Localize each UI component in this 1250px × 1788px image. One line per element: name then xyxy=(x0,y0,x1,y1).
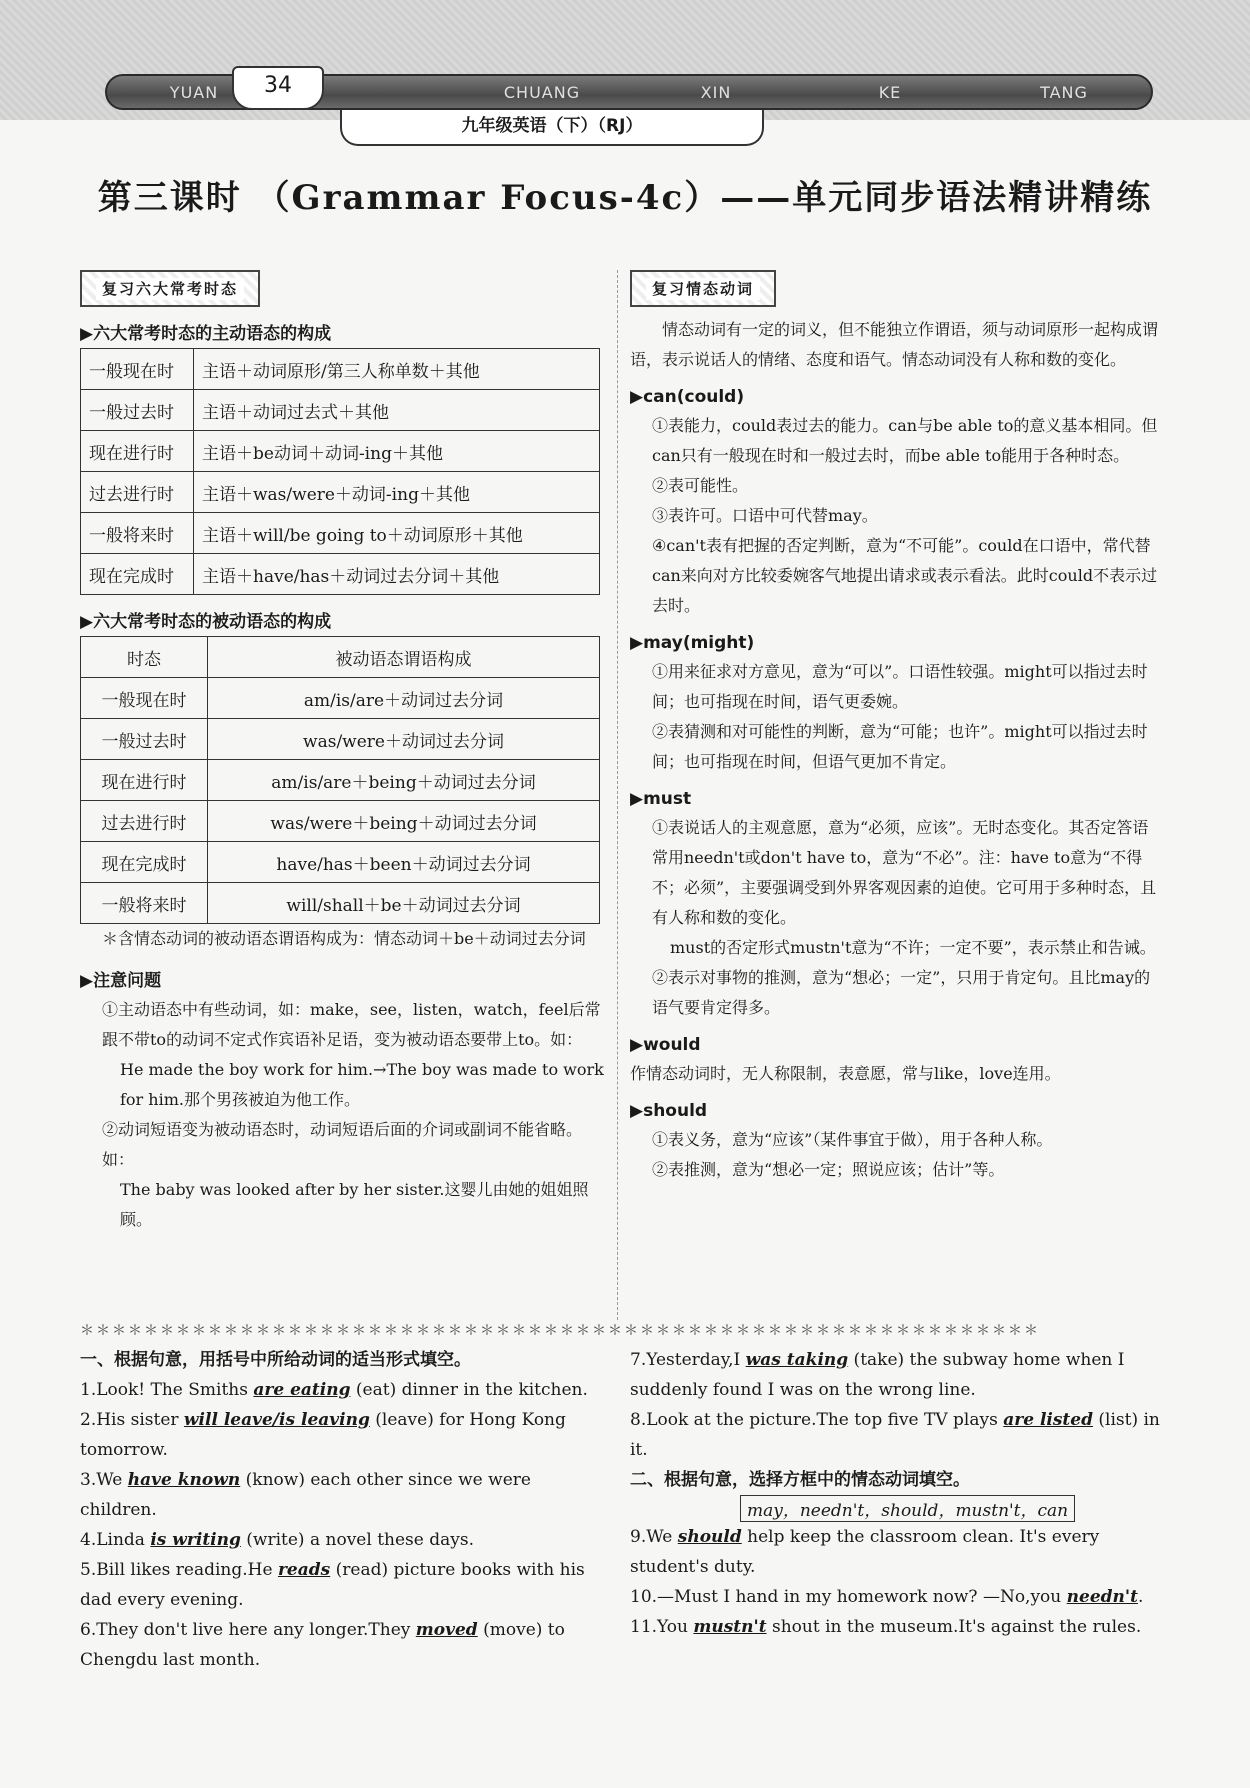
attention-item: ②动词短语变为被动语态时，动词短语后面的介词或副词不能省略。如： xyxy=(102,1120,583,1169)
question: 9.We should help keep the classroom clean. It's every student's duty. xyxy=(630,1527,1100,1577)
table-row: 一般现在时 主语＋动词原形/第三人称单数＋其他 xyxy=(81,349,600,390)
attention-item: ①主动语态中有些动词，如：make，see，listen，watch，feel后常跟不带to的动词不定式作宾语补足语，变为被动语态要带上to。如： xyxy=(102,1000,601,1049)
should-item: ①表义务，意为“应该”（某件事宜于做），用于各种人称。 xyxy=(652,1130,1053,1149)
would-item: 作情态动词时，无人称限制，表意愿，常与like，love连用。 xyxy=(630,1064,1061,1083)
page-title: 第三课时 （Grammar Focus-4c）——单元同步语法精讲精练 xyxy=(97,178,1153,218)
active-voice-table xyxy=(80,348,600,595)
question: 2.His sister will leave/is leaving (leave) for Hong Kong tomorrow. xyxy=(80,1410,566,1460)
can-head: ▶can(could) xyxy=(630,387,745,407)
may-item: ②表猜测和对可能性的判断，意为“可能；也许”。might可以指过去时间；也可指现在时间，但语气更加不肯定。 xyxy=(652,722,1148,771)
right-column xyxy=(630,270,1160,1185)
word-box: may，needn't，should，mustn't，can xyxy=(740,1495,1075,1522)
table-row: 现在完成时 have/has＋been＋动词过去分词 xyxy=(81,842,600,883)
modal-intro: 情态动词有一定的词义，但不能独立作谓语，须与动词原形一起构成谓语，表示说话人的情绪、态度和语气。情态动词没有人称和数的变化。 xyxy=(630,320,1159,369)
question: 8.Look at the picture.The top five TV plays are listed (list) in it. xyxy=(630,1410,1160,1460)
table-row: 现在进行时 am/is/are＋being＋动词过去分词 xyxy=(81,760,600,801)
part1-head: 一、根据句意，用括号中所给动词的适当形式填空。 xyxy=(80,1350,471,1370)
must-head: ▶must xyxy=(630,789,692,809)
exercise-left xyxy=(80,1345,600,1675)
question: 3.We have known (know) each other since we were children. xyxy=(80,1470,531,1520)
header-seg: KE xyxy=(878,82,902,102)
active-voice-head: ▶六大常考时态的主动语态的构成 xyxy=(80,324,332,344)
must-item: ①表说话人的主观意愿，意为“必须，应该”。无时态变化。其否定答语常用needn't或don't have to，意为“不必”。注：have to意为“不得不；必须”，主要强调受到外界客观因素的迫使。它可用于多种时态，且有人称和数的变化。 xyxy=(652,818,1157,927)
table-header-row: 时态 被动语态谓语构成 xyxy=(81,637,600,678)
passive-voice-head: ▶六大常考时态的被动语态的构成 xyxy=(80,612,332,632)
book-label: 九年级英语（下）（RJ） xyxy=(340,110,764,146)
question: 11.You mustn't shout in the museum.It's against the rules. xyxy=(630,1617,1142,1637)
attention-head: ▶注意问题 xyxy=(80,971,162,991)
column-divider xyxy=(617,270,618,1320)
table-row: 一般过去时 主语＋动词过去式＋其他 xyxy=(81,390,600,431)
can-item: ①表能力，could表过去的能力。can与be able to的意义基本相同。但can只有一般现在时和一般过去时，而be able to能用于各种时态。 xyxy=(652,416,1158,465)
table-row: 一般过去时 was/were＋动词过去分词 xyxy=(81,719,600,760)
table-row: 现在完成时 主语＋have/has＋动词过去分词＋其他 xyxy=(81,554,600,595)
must-item: must的否定形式mustn't意为“不许；一定不要”，表示禁止和告诫。 xyxy=(670,938,1156,957)
table-row: 一般将来时 主语＋will/be going to＋动词原形＋其他 xyxy=(81,513,600,554)
star-divider: ＊＊＊＊＊＊＊＊＊＊＊＊＊＊＊＊＊＊＊＊＊＊＊＊＊＊＊＊＊＊＊＊＊＊＊＊＊＊＊＊＊＊＊＊＊＊＊＊＊＊＊＊＊＊＊＊＊＊＊＊ xyxy=(80,1323,1040,1336)
table-row: 过去进行时 was/were＋being＋动词过去分词 xyxy=(81,801,600,842)
may-head: ▶may(might) xyxy=(630,633,755,653)
question: 10.—Must I hand in my homework now? —No,you needn't. xyxy=(630,1587,1144,1607)
should-head: ▶should xyxy=(630,1101,708,1121)
header-seg: CHUANG xyxy=(503,82,581,102)
table-row: 一般将来时 will/shall＋be＋动词过去分词 xyxy=(81,883,600,924)
part2-head: 二、根据句意，选择方框中的情态动词填空。 xyxy=(630,1470,970,1490)
passive-voice-table xyxy=(80,636,600,924)
page-number: 34 xyxy=(232,66,324,110)
header-seg: TANG xyxy=(1040,82,1088,102)
can-item: ③表许可。口语中可代替may。 xyxy=(652,506,878,525)
left-column xyxy=(80,270,610,1235)
question: 6.They don't live here any longer.They moved (move) to Chengdu last month. xyxy=(80,1620,565,1670)
question: 5.Bill likes reading.He reads (read) picture books with his dad every evening. xyxy=(80,1560,585,1610)
question: 1.Look! The Smiths are eating (eat) dinner in the kitchen. xyxy=(80,1380,588,1400)
table-row: 一般现在时 am/is/are＋动词过去分词 xyxy=(81,678,600,719)
passive-note: ＊含情态动词的被动语态谓语构成为：情态动词＋be＋动词过去分词 xyxy=(102,929,586,948)
can-item: ②表可能性。 xyxy=(652,476,749,495)
header-seg: YUAN xyxy=(169,82,219,102)
section-tag: 复习六大常考时态 xyxy=(80,270,260,307)
table-row: 过去进行时 主语＋was/were＋动词-ing＋其他 xyxy=(81,472,600,513)
question: 4.Linda is writing (write) a novel these days. xyxy=(80,1530,474,1550)
exercise-right xyxy=(630,1345,1160,1642)
header-seg: XIN xyxy=(700,82,732,102)
would-head: ▶would xyxy=(630,1035,701,1055)
may-item: ①用来征求对方意见，意为“可以”。口语性较强。might可以指过去时间；也可指现在时间，语气更委婉。 xyxy=(652,662,1148,711)
can-item: ④can't表有把握的否定判断，意为“不可能”。could在口语中，常代替can来向对方比较委婉客气地提出请求或表示看法。此时could不表示过去时。 xyxy=(652,536,1158,615)
table-row: 现在进行时 主语＋be动词＋动词-ing＋其他 xyxy=(81,431,600,472)
should-item: ②表推测，意为“想必一定；照说应该；估计”等。 xyxy=(652,1160,1005,1179)
question: 7.Yesterday,I was taking (take) the subway home when I suddenly found I was on the wrong line. xyxy=(630,1350,1125,1400)
must-item: ②表示对事物的推测，意为“想必；一定”，只用于肯定句。且比may的语气要肯定得多。 xyxy=(652,968,1151,1017)
section-tag: 复习情态动词 xyxy=(630,270,776,307)
attention-example: He made the boy work for him.→The boy was made to work for him.那个男孩被迫为他工作。 xyxy=(120,1060,604,1109)
attention-example: The baby was looked after by her sister.这婴儿由她的姐姐照顾。 xyxy=(120,1180,589,1229)
